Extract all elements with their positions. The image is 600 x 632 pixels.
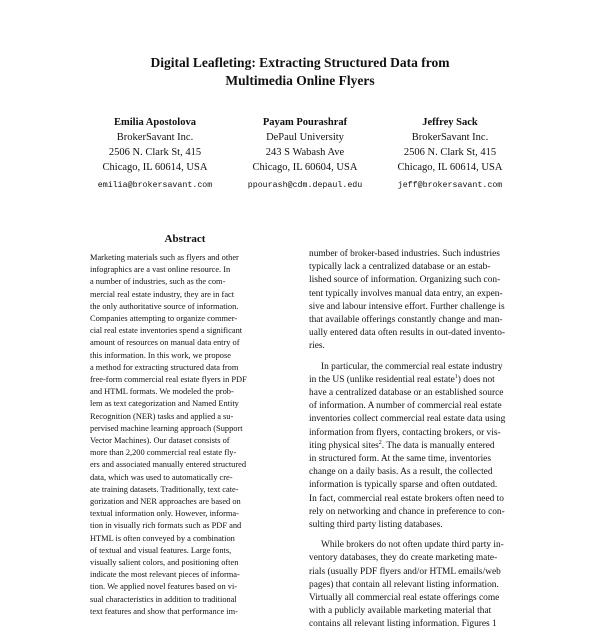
body-line: inventories collect commercial real estate data using bbox=[309, 414, 506, 425]
abstract-line: Vector Machines). Our dataset consists of bbox=[90, 436, 230, 446]
abstract-line: text features and show that performance im- bbox=[90, 606, 238, 616]
abstract-line: free-form commercial real estate flyers in PDF bbox=[90, 375, 247, 385]
body-text: in the US (unlike residential real estate bbox=[309, 374, 455, 385]
abstract-line: pervised machine learning approach (Support bbox=[90, 423, 243, 433]
body-text: ) does not bbox=[457, 374, 495, 385]
footnote-marker: 1 bbox=[454, 373, 458, 380]
body-line: lished source of information. Organizing such con- bbox=[309, 275, 501, 286]
author-city: Chicago, IL 60604, USA bbox=[252, 162, 358, 173]
body-line: of information. A number of commercial real estate bbox=[309, 401, 502, 412]
body-line: Virtually all commercial real estate offerings come bbox=[309, 593, 500, 604]
body-line: In fact, commercial real estate brokers often need to bbox=[309, 493, 504, 504]
abstract-text bbox=[90, 252, 280, 618]
author-address: 243 S Wabash Ave bbox=[265, 147, 345, 158]
body-text: . The data is manually entered bbox=[381, 440, 495, 451]
abstract-line: more than 2,200 commercial real estate fly- bbox=[90, 448, 237, 458]
abstract-line: HTML is often conveyed by a combination bbox=[90, 533, 235, 543]
body-line: ries. bbox=[309, 341, 325, 352]
abstract-heading: Abstract bbox=[164, 233, 206, 245]
abstract-line: this information. In this work, we propose bbox=[90, 350, 231, 360]
title-line: Digital Leafleting: Extracting Structured Data from bbox=[150, 55, 450, 70]
body-line bbox=[309, 440, 531, 453]
abstract-line: Marketing materials such as flyers and other bbox=[90, 253, 239, 262]
body-line: number of broker-based industries. Such industries bbox=[309, 249, 500, 259]
author-name: Emilia Apostolova bbox=[114, 117, 196, 128]
body-line: sive and labour intensive effort. Further challenge is bbox=[309, 301, 505, 312]
title-line: Multimedia Online Flyers bbox=[225, 73, 375, 88]
abstract-line: sual characteristics in addition to traditional bbox=[90, 594, 237, 604]
body-line: sulting third party listing databases. bbox=[309, 520, 443, 531]
body-line: ventory databases, they do create marketing mate- bbox=[309, 553, 498, 564]
abstract-line: mercial real estate industry, they are in fact bbox=[90, 289, 235, 299]
body-line: In particular, the commercial real estate industry bbox=[321, 361, 503, 372]
abstract-line: cial real estate inventories spend a significant bbox=[90, 326, 243, 336]
abstract-line: a number of industries, such as the com- bbox=[90, 277, 226, 287]
abstract-line: a method for extracting structured data from bbox=[90, 362, 239, 372]
paragraph-gap bbox=[309, 354, 531, 361]
body-line: While brokers do not often update third party in- bbox=[321, 540, 504, 551]
abstract-line: the only authoritative source of information. bbox=[90, 301, 239, 311]
author-name: Jeffrey Sack bbox=[422, 117, 478, 128]
body-line: tent typically involves manual data entry, an expen- bbox=[309, 288, 503, 299]
author-email: emilia@brokersavant.com bbox=[97, 181, 213, 190]
body-line: typically lack a centralized database or an estab- bbox=[309, 262, 491, 273]
paper-title bbox=[0, 54, 600, 90]
body-line: that available offerings constantly change and man- bbox=[309, 315, 503, 326]
body-line: change on a daily basis. As a result, the collected bbox=[309, 467, 493, 478]
body-line: rials (usually PDF flyers and/or HTML emails/web bbox=[309, 566, 501, 577]
abstract-line: Companies attempting to organize commer- bbox=[90, 314, 238, 324]
footnote-marker: 2 bbox=[378, 439, 382, 446]
body-line: have a centralized database or an established source bbox=[309, 388, 504, 399]
author-email: jeff@brokersavant.com bbox=[397, 181, 503, 190]
body-line: rely on networking and chance in preference to con- bbox=[309, 506, 505, 517]
paragraph-gap bbox=[309, 532, 531, 539]
author-city: Chicago, IL 60614, USA bbox=[102, 162, 208, 173]
body-text-right-column bbox=[309, 248, 531, 632]
abstract-line: data, which was used to automatically cre- bbox=[90, 472, 233, 482]
abstract-line: amount of resources on manual data entry of bbox=[90, 338, 240, 348]
abstract-line: tion in visually rich formats such as PDF and bbox=[90, 521, 242, 531]
author-city: Chicago, IL 60614, USA bbox=[397, 162, 503, 173]
abstract-line: and HTML formats. We modeled the prob- bbox=[90, 387, 234, 397]
body-text: iting physical sites bbox=[309, 440, 379, 451]
author-affiliation: DePaul University bbox=[266, 132, 344, 143]
author-address: 2506 N. Clark St, 415 bbox=[403, 147, 497, 158]
abstract-line: ers and associated manually entered structured bbox=[90, 460, 247, 470]
author-affiliation: BrokerSavant Inc. bbox=[116, 132, 194, 143]
body-line: with a publicly available marketing material that bbox=[309, 606, 492, 617]
body-line: information is typically sparse and often outdated. bbox=[309, 480, 498, 491]
author-affiliation: BrokerSavant Inc. bbox=[411, 132, 489, 143]
abstract-line: infographics are a vast online resource. In bbox=[90, 265, 231, 275]
body-line: contains all relevant listing information. Figures 1 bbox=[309, 619, 497, 630]
abstract-line: visually salient colors, and positioning often bbox=[90, 558, 239, 568]
abstract-line: ate training datasets. Traditionally, text cate- bbox=[90, 484, 239, 494]
abstract-line: Recognition (NER) tasks and applied a su- bbox=[90, 411, 234, 421]
abstract-line: lem as text categorization and Named Entity bbox=[90, 399, 239, 409]
body-line bbox=[309, 374, 531, 387]
abstract-line: tion. We applied novel features based on vi- bbox=[90, 582, 238, 592]
body-line: in structured form. At the same time, inventories bbox=[309, 454, 491, 465]
abstract-line: textual information only. However, informa- bbox=[90, 509, 239, 519]
body-line: pages) that contain all relevant listing information. bbox=[309, 579, 499, 590]
author-address: 2506 N. Clark St, 415 bbox=[108, 147, 202, 158]
author-block-sack bbox=[355, 115, 545, 193]
author-email: ppourash@cdm.depaul.edu bbox=[247, 181, 363, 190]
abstract-line: indicate the most relevant pieces of informa- bbox=[90, 570, 240, 580]
author-name: Payam Pourashraf bbox=[262, 117, 348, 128]
body-line: ually entered data often results in out-dated invento- bbox=[309, 328, 506, 339]
abstract-line: of textual and visual features. Large fonts, bbox=[90, 545, 232, 555]
body-line: information from flyers, contacting brokers, or vis- bbox=[309, 427, 501, 438]
abstract-line: gorization and NER approaches are based on bbox=[90, 497, 241, 507]
